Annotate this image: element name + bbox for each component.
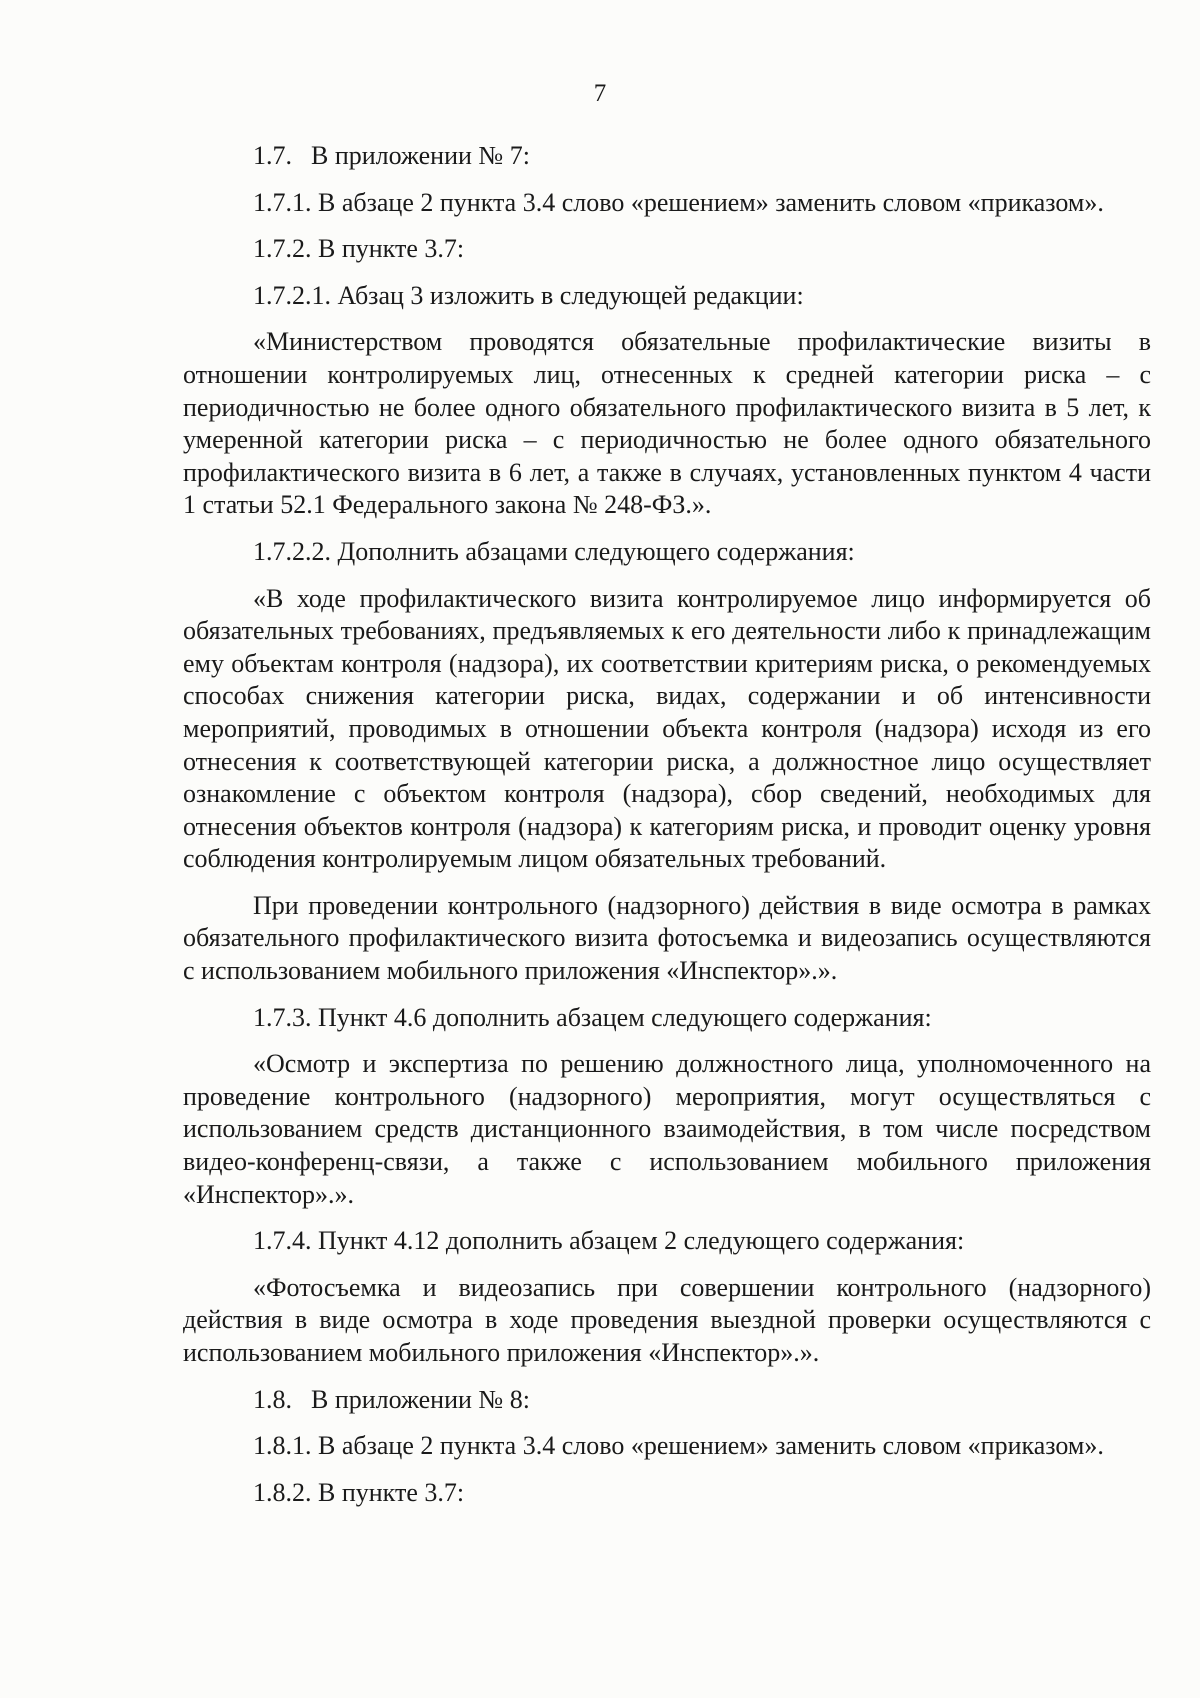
paragraph-1-7-2: 1.7.2. В пункте 3.7:	[253, 234, 465, 264]
paragraph-1-7-2-2: 1.7.2.2. Дополнить абзацами следующего содержания:	[253, 536, 855, 566]
paragraph-1-8	[183, 1384, 1151, 1417]
paragraph-quote-informing: «В ходе профилактического визита контролируемое лицо информируется об обязательных требованиях, предъявляемых к его деятельности либо к принадлежащим ему объектам контроля (надзора), их соответствии критериям риска, о рекомендуемых способах снижения категории риска, видах, содержании и об интенсивности мероприятий, проводимых в отношении объекта контроля (надзора) исходя из его отнесения к соответствующей категории риска, а должностное лицо осуществляет ознакомление с объектом контроля (надзора), сбор сведений, необходимых для отнесения объектов контроля (надзора) к категориям риска, и проводит оценку уровня соблюдения контролируемым лицом обязательных требований.	[183, 583, 1151, 874]
item-number: 1.7.	[253, 141, 292, 170]
paragraph-quote-photo-video: «Фотосъемка и видеозапись при совершении контрольного (надзорного) действия в виде осмотра в ходе проведения выездной проверки осуществляются с использованием мобильного приложения «Инспектор».».	[183, 1272, 1151, 1367]
paragraph-quote-visits: «Министерством проводятся обязательные профилактические визиты в отношении контролируемых лиц, отнесенных к средней категории риска – с периодичностью не более одного обязательного профилактического визита в 5 лет, к умеренной категории риска – с периодичностью не более одного обязательного профилактического визита в 6 лет, а также в случаях, установленных пунктом 4 части 1 статьи 52.1 Федерального закона № 248-ФЗ.».	[183, 327, 1151, 520]
item-number: 1.8.	[253, 1384, 292, 1414]
paragraph-1-8-2: 1.8.2. В пункте 3.7:	[253, 1477, 465, 1507]
paragraph-1-8-1: 1.8.1. В абзаце 2 пункта 3.4 слово «решением» заменить словом «приказом».	[253, 1431, 1104, 1461]
paragraph-1-7	[183, 140, 1151, 173]
document-body	[183, 140, 1151, 1509]
paragraph-1-7-3: 1.7.3. Пункт 4.6 дополнить абзацем следующего содержания:	[253, 1002, 932, 1032]
paragraph-text: В приложении № 8:	[311, 1384, 530, 1414]
paragraph-inspection-photo: При проведении контрольного (надзорного) действия в виде осмотра в рамках обязательного профилактического визита фотосъемка и видеозапись осуществляются с использованием мобильного приложения «Инспектор».».	[183, 890, 1151, 986]
paragraph-1-7-4: 1.7.4. Пункт 4.12 дополнить абзацем 2 следующего содержания:	[253, 1226, 965, 1256]
page-number: 7	[593, 80, 607, 107]
paragraph-1-7-2-1: 1.7.2.1. Абзац 3 изложить в следующей редакции:	[253, 280, 804, 310]
paragraph-1-7-1: 1.7.1. В абзаце 2 пункта 3.4 слово «решением» заменить словом «приказом».	[253, 187, 1104, 217]
paragraph-quote-expertise: «Осмотр и экспертиза по решению должностного лица, уполномоченного на проведение контрольного (надзорного) мероприятия, могут осуществляться с использованием средств дистанционного взаимодействия, в том числе посредством видео-конференц-связи, а также с использованием мобильного приложения «Инспектор».».	[183, 1049, 1151, 1209]
paragraph-text: В приложении № 7:	[311, 141, 530, 170]
